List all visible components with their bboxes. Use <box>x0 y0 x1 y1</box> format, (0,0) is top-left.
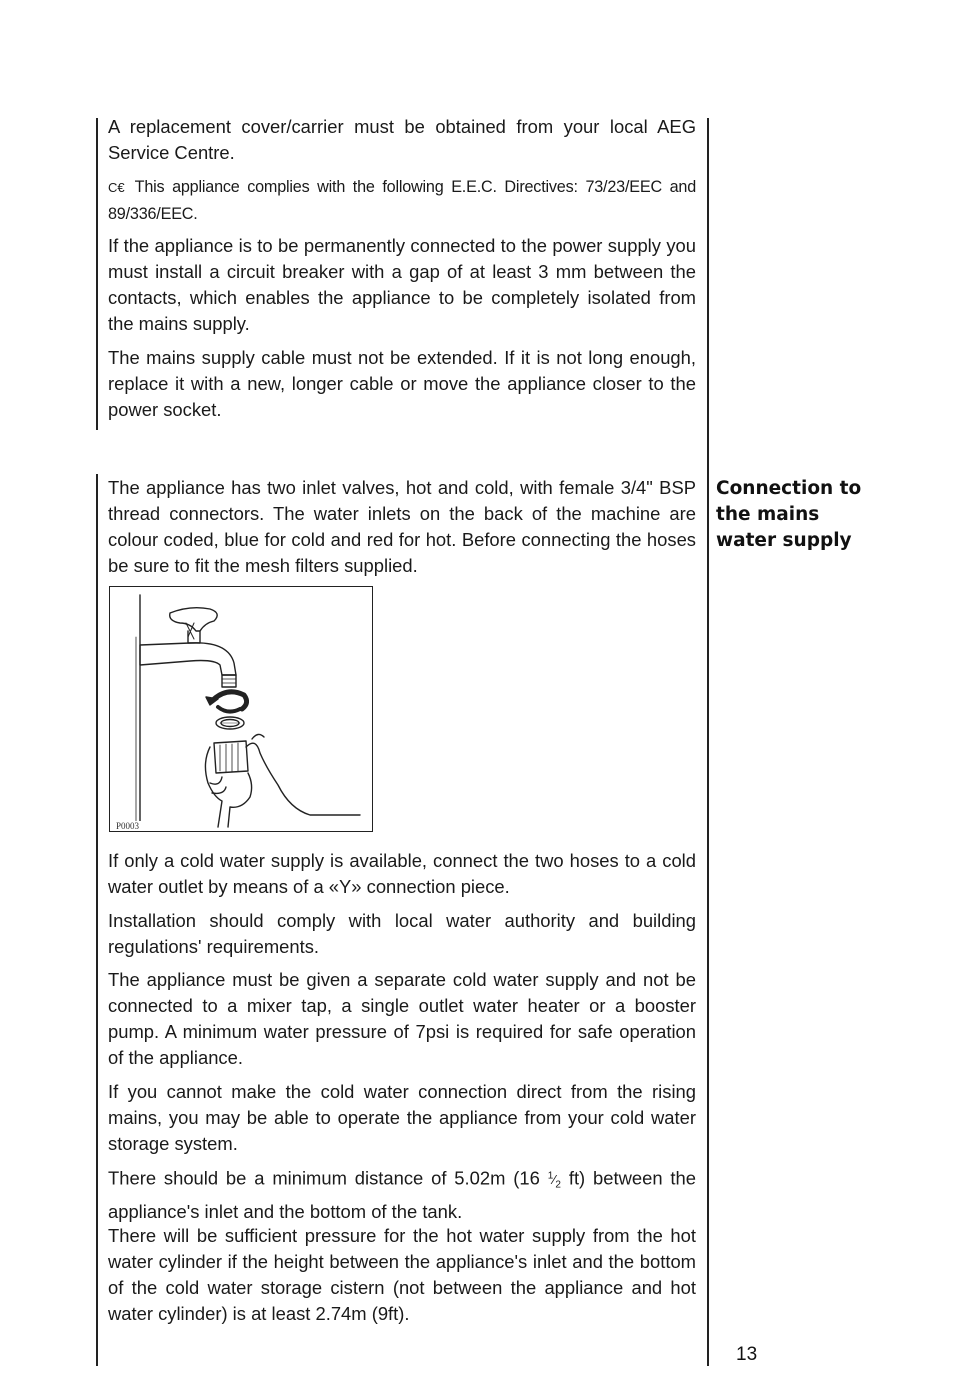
ce-mark-icon: C€ <box>108 180 125 195</box>
half-fraction: $^1⁄_2$ <box>547 1171 561 1191</box>
column-divider-rule <box>707 118 709 1366</box>
page-number: 13 <box>736 1344 758 1365</box>
replacement-cover-paragraph: A replacement cover/carrier must be obtained from your local AEG Service Centre. <box>108 116 696 163</box>
minimum-distance-paragraph: There should be a minimum distance of 5.02m (16 $^1⁄_2$ ft) between the appliance's inlet and the bottom of the tank. <box>108 1167 696 1222</box>
left-margin-rule-lower <box>96 474 98 1366</box>
storage-system-paragraph: If you cannot make the cold water connection direct from the rising mains, you may be able to operate the appliance from your cold water storage system. <box>108 1081 696 1154</box>
eec-directives-paragraph: C€ This appliance complies with the following E.E.C. Directives: 73/23/EEC and 89/336/EEC. <box>108 178 696 223</box>
y-connection-paragraph: If only a cold water supply is available, connect the two hoses to a cold water outlet by means of a «Y» connection piece. <box>108 850 696 897</box>
inlet-valves-paragraph: The appliance has two inlet valves, hot and cold, with female 3/4" BSP thread connectors. The water inlets on the back of the machine are colour coded, blue for cold and red for hot. Before connecting the hoses be sure to fit the mesh filters supplied. <box>108 477 696 576</box>
hot-water-pressure-paragraph: There will be sufficient pressure for the hot water supply from the hot water cylinder if the height between the appliance's inlet and the bottom of the cold water storage cistern (not between the appliance and hot water cylinder) is at least 2.74m (9ft). <box>108 1225 696 1324</box>
mains-cable-paragraph: The mains supply cable must not be extended. If it is not long enough, replace it with a new, longer cable or move the appliance closer to the power socket. <box>108 347 696 420</box>
tap-connection-figure <box>109 586 373 832</box>
figure-label: P0003 <box>116 821 140 831</box>
regulations-paragraph: Installation should comply with local water authority and building regulations' requirements. <box>108 910 696 957</box>
separate-supply-paragraph: The appliance must be given a separate cold water supply and not be connected to a mixer tap, a single outlet water heater or a booster pump. A minimum water pressure of 7psi is required for safe operation of the appliance. <box>108 969 696 1068</box>
tap-hose-connection-icon <box>110 587 372 831</box>
section-heading: Connection to the mains water supply <box>716 478 862 551</box>
left-margin-rule <box>96 118 98 430</box>
circuit-breaker-paragraph: If the appliance is to be permanently connected to the power supply you must install a circuit breaker with a gap of at least 3 mm between the contacts, which enables the appliance to be completely isolated from the mains supply. <box>108 235 696 334</box>
